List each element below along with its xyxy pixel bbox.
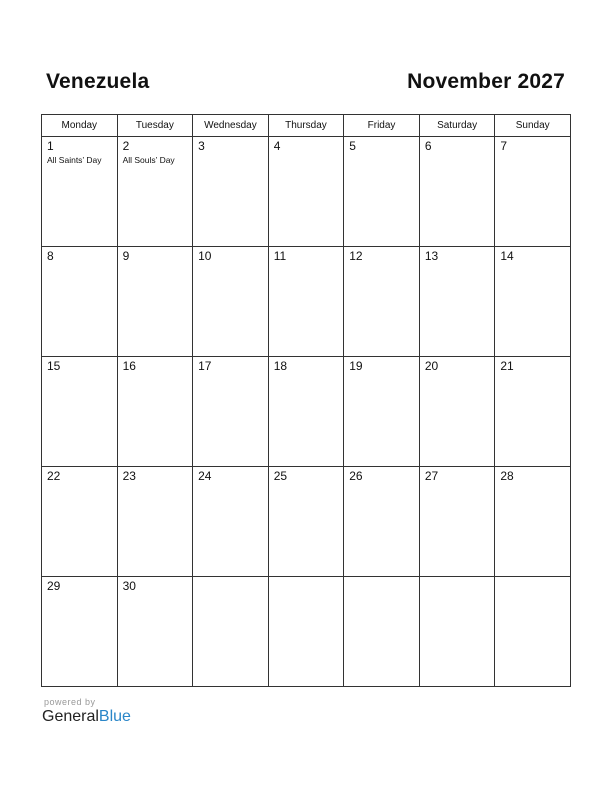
day-cell <box>344 137 420 247</box>
day-cell <box>268 357 344 467</box>
weekday-header: Sunday <box>495 115 571 137</box>
weekday-header: Saturday <box>419 115 495 137</box>
day-number: 17 <box>198 359 212 373</box>
day-cell <box>495 357 571 467</box>
weekday-header-row <box>42 115 571 137</box>
day-number <box>269 577 344 580</box>
holiday-label: All Souls’ Day <box>122 155 175 165</box>
day-cell <box>419 467 495 577</box>
weekday-header: Friday <box>344 115 420 137</box>
day-cell <box>42 137 118 247</box>
day-number: 22 <box>47 469 61 483</box>
day-number: 3 <box>198 139 205 153</box>
day-cell <box>344 357 420 467</box>
day-number: 14 <box>500 249 514 263</box>
day-cell <box>193 467 269 577</box>
day-number: 13 <box>424 249 439 263</box>
day-number: 24 <box>198 469 212 483</box>
week-row <box>42 247 571 357</box>
day-cell <box>42 357 118 467</box>
day-number: 29 <box>47 579 61 593</box>
day-number <box>420 577 495 580</box>
day-cell <box>117 247 193 357</box>
day-cell <box>344 577 420 687</box>
day-cell <box>268 577 344 687</box>
day-number: 7 <box>500 139 508 153</box>
brand-general-text: General <box>42 708 99 725</box>
day-number: 16 <box>122 359 136 373</box>
day-cell <box>117 137 193 247</box>
day-number: 20 <box>424 359 439 373</box>
day-cell <box>495 247 571 357</box>
day-cell <box>117 357 193 467</box>
week-row <box>42 137 571 247</box>
day-number: 15 <box>47 359 61 373</box>
calendar-grid <box>41 114 571 687</box>
day-cell <box>495 137 571 247</box>
day-number: 19 <box>349 359 363 373</box>
day-cell <box>344 247 420 357</box>
day-cell <box>42 467 118 577</box>
day-cell <box>193 577 269 687</box>
day-number: 10 <box>198 249 212 263</box>
weekday-header: Thursday <box>268 115 344 137</box>
powered-by-label: powered by <box>44 697 96 707</box>
weekday-header: Wednesday <box>193 115 269 137</box>
day-number: 8 <box>47 249 54 263</box>
day-cell <box>419 137 495 247</box>
week-row <box>42 357 571 467</box>
weekday-header: Tuesday <box>117 115 193 137</box>
day-number: 1 <box>47 139 54 153</box>
week-row <box>42 577 571 687</box>
day-cell <box>117 577 193 687</box>
day-number <box>193 577 268 580</box>
day-number <box>344 577 419 580</box>
day-number: 26 <box>349 469 363 483</box>
holiday-label: All Saints’ Day <box>47 155 102 165</box>
day-cell <box>268 467 344 577</box>
day-number: 25 <box>273 469 288 483</box>
day-cell <box>419 577 495 687</box>
day-number: 27 <box>424 469 439 483</box>
month-year-title: November 2027 <box>407 70 565 93</box>
day-number: 11 <box>273 249 287 263</box>
country-title: Venezuela <box>46 70 150 93</box>
week-row <box>42 467 571 577</box>
day-number: 2 <box>122 139 130 153</box>
day-number: 12 <box>349 249 363 263</box>
day-cell <box>193 247 269 357</box>
day-cell <box>268 137 344 247</box>
day-cell <box>117 467 193 577</box>
day-cell <box>268 247 344 357</box>
day-number: 5 <box>349 139 356 153</box>
day-number: 6 <box>424 139 432 153</box>
day-cell <box>419 357 495 467</box>
day-cell <box>344 467 420 577</box>
day-cell <box>42 577 118 687</box>
day-number: 28 <box>500 469 514 483</box>
day-number <box>495 577 570 580</box>
day-cell <box>419 247 495 357</box>
day-number: 23 <box>122 469 136 483</box>
day-cell <box>495 577 571 687</box>
day-cell <box>42 247 118 357</box>
day-number: 21 <box>500 359 514 373</box>
weekday-header: Monday <box>42 115 118 137</box>
day-cell <box>193 357 269 467</box>
day-number: 18 <box>273 359 288 373</box>
day-number: 30 <box>122 579 136 593</box>
day-cell <box>193 137 269 247</box>
day-number: 9 <box>122 249 130 263</box>
brand-blue-text: Blue <box>98 708 131 725</box>
day-cell <box>495 467 571 577</box>
day-number: 4 <box>273 139 281 153</box>
generalblue-logo[interactable] <box>42 708 131 726</box>
